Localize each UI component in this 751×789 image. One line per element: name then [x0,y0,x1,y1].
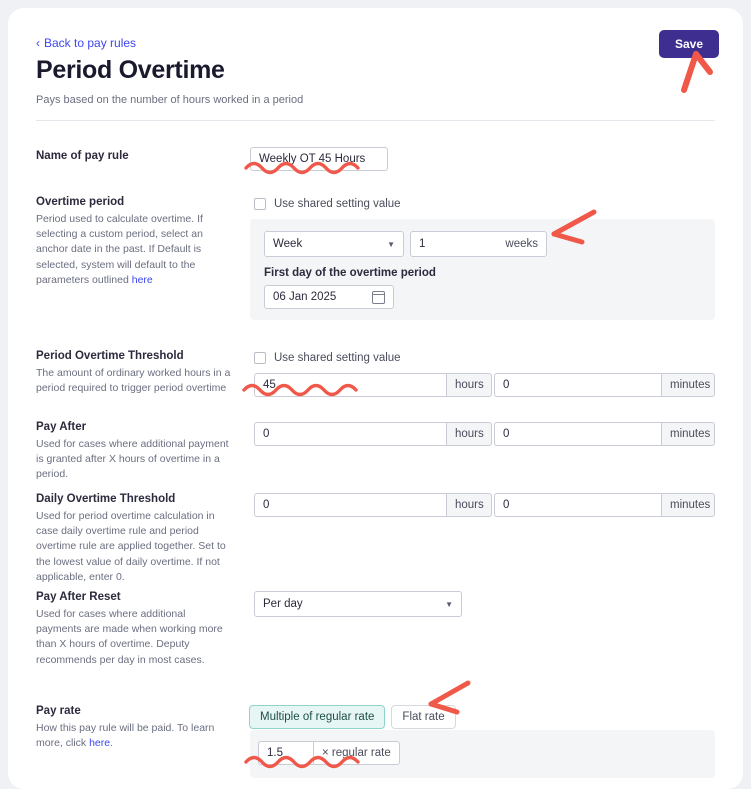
threshold-minutes-unit: minutes [661,373,715,397]
chevron-left-icon: ‹ [36,36,40,50]
page-title: Period Overtime [36,56,225,84]
back-link-label: Back to pay rules [44,36,137,50]
threshold-hours-input[interactable]: 45 [254,373,446,397]
pay-after-description: Used for cases where additional payment is granted after X hours of overtime in a period. [36,438,229,481]
pay-after-minutes-unit: minutes [661,422,715,446]
settings-card [8,8,743,789]
overtime-period-count-input[interactable] [410,231,547,257]
first-day-label: First day of the overtime period [264,267,436,279]
threshold-shared-checkbox[interactable] [254,352,266,364]
first-day-date-value: 06 Jan 2025 [273,291,337,303]
threshold-hours-group[interactable] [254,373,492,397]
daily-threshold-minutes-unit: minutes [661,493,715,517]
pay-rate-tabs[interactable] [249,705,456,729]
overtime-period-description [36,212,231,288]
tab-flat-rate[interactable]: Flat rate [391,705,455,729]
header-divider [36,120,715,121]
pay-rate-multiplier-suffix: × regular rate [313,741,400,765]
pay-after-hours-input[interactable]: 0 [254,422,446,446]
overtime-period-select-value: Week [273,238,303,250]
overtime-period-shared-checkbox[interactable] [254,198,266,210]
pay-rate-label-group [36,705,231,751]
chevron-down-icon: ▼ [387,239,395,249]
period-overtime-threshold-description: The amount of ordinary worked hours in a period required to trigger period overtime [36,367,231,395]
pay-rate-input-group[interactable] [258,741,400,765]
threshold-hours-unit: hours [446,373,492,397]
pay-after-reset-label-group [36,591,231,668]
pay-after-reset-label: Pay After Reset [36,591,121,603]
overtime-period-shared-setting-row[interactable] [254,198,401,210]
overtime-period-description-text: Period used to calculate overtime. If selecting a custom period, select an anchor date in the past. If Default is selected, system will default to the parameters outlined [36,213,203,286]
chevron-down-icon: ▼ [445,599,453,609]
overtime-period-help-link[interactable]: here [131,273,153,286]
daily-threshold-hours-unit: hours [446,493,492,517]
pay-after-reset-select[interactable] [254,591,462,617]
pay-after-minutes-group[interactable] [494,422,715,446]
page-subtitle: Pays based on the number of hours worked in a period [36,94,304,106]
pay-after-reset-select-value: Per day [263,598,303,610]
threshold-minutes-group[interactable] [494,373,715,397]
save-button[interactable]: Save [659,30,719,58]
overtime-period-label: Overtime period [36,196,125,208]
pay-rule-name-input[interactable]: Weekly OT 45 Hours [250,147,388,171]
daily-threshold-hours-input[interactable]: 0 [254,493,446,517]
name-of-pay-rule-label-group [36,150,231,166]
pay-after-reset-description: Used for cases where additional payments are made when working more than X hours of overtime. Deputy recommends per day in most cases. [36,608,223,666]
pay-rate-description-text: How this pay rule will be paid. To learn more, click [36,722,215,750]
overtime-period-count-value: 1 [419,238,426,250]
overtime-period-shared-label: Use shared setting value [274,198,401,210]
name-of-pay-rule-label: Name of pay rule [36,150,129,162]
tab-multiple-of-regular-rate[interactable]: Multiple of regular rate [249,705,385,729]
daily-overtime-threshold-description: Used for period overtime calculation in case daily overtime rule and period overtime rule are applied together. Set to the lowest value of daily overtime. If not applicable, enter 0. [36,510,226,583]
pay-after-minutes-input[interactable]: 0 [494,422,661,446]
period-overtime-threshold-label: Period Overtime Threshold [36,350,184,362]
daily-threshold-minutes-input[interactable]: 0 [494,493,661,517]
threshold-shared-setting-row[interactable] [254,352,401,364]
pay-after-label-group [36,421,231,483]
overtime-period-label-group [36,196,231,288]
card-inner [8,8,743,789]
calendar-icon [372,291,385,304]
pay-after-hours-unit: hours [446,422,492,446]
pay-after-label: Pay After [36,421,87,433]
threshold-shared-label: Use shared setting value [274,352,401,364]
overtime-period-count-unit: weeks [505,238,538,250]
daily-overtime-threshold-label-group [36,493,231,585]
pay-rate-label: Pay rate [36,705,81,717]
daily-overtime-threshold-label: Daily Overtime Threshold [36,493,176,505]
period-overtime-threshold-label-group [36,350,231,396]
pay-rate-description-tail: . [110,737,114,750]
pay-rate-help-link[interactable]: here [89,737,111,750]
pay-rate-description [36,721,231,751]
back-to-pay-rules-link[interactable] [36,36,136,50]
threshold-minutes-input[interactable]: 0 [494,373,661,397]
daily-threshold-minutes-group[interactable] [494,493,715,517]
pay-after-hours-group[interactable] [254,422,492,446]
daily-threshold-hours-group[interactable] [254,493,492,517]
first-day-date-input[interactable] [264,285,394,309]
pay-rate-multiplier-input[interactable]: 1.5 [258,741,313,765]
overtime-period-select[interactable] [264,231,404,257]
